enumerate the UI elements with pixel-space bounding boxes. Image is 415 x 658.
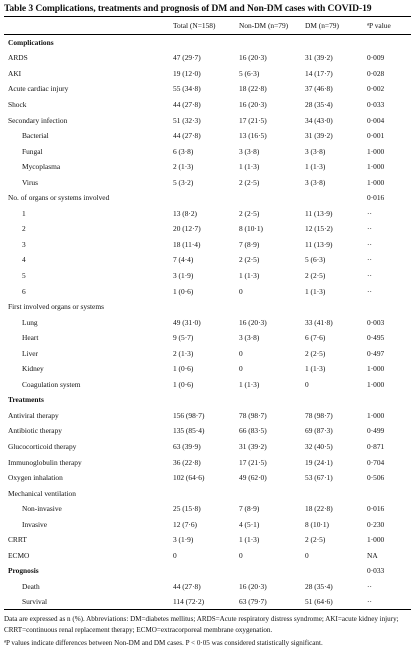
cell-p-value: 0·033 bbox=[367, 99, 385, 109]
cell-total: 12 (7·6) bbox=[173, 519, 198, 529]
table-row bbox=[4, 314, 411, 330]
row-label: 5 bbox=[22, 270, 26, 280]
table-row bbox=[4, 439, 411, 455]
cell-dm bbox=[303, 299, 365, 315]
cell-total: 156 (98·7) bbox=[173, 410, 205, 420]
cell-dm: 18 (22·8) bbox=[305, 504, 333, 514]
table-row bbox=[4, 252, 411, 268]
cell-dm: 53 (67·1) bbox=[305, 473, 333, 483]
cell-p-value: ·· bbox=[367, 239, 372, 249]
cell-non-dm: 17 (21·5) bbox=[239, 457, 267, 467]
cell-dm bbox=[303, 35, 365, 51]
cell-total: 44 (27·8) bbox=[173, 99, 201, 109]
cell-non-dm bbox=[237, 485, 303, 501]
table-row bbox=[4, 485, 411, 501]
cell-total bbox=[171, 563, 237, 579]
row-label: Prognosis bbox=[8, 566, 39, 576]
table-title: Table 3 Complications, treatments and prognosis of DM and Non-DM cases with COVID-19 bbox=[4, 3, 372, 14]
cell-total: 20 (12·7) bbox=[173, 224, 201, 234]
cell-p-value: 0·004 bbox=[367, 115, 385, 125]
row-label: Kidney bbox=[22, 364, 44, 374]
cell-total: 2 (1·3) bbox=[173, 348, 194, 358]
cell-p-value: 0·506 bbox=[367, 473, 385, 483]
cell-total: 51 (32·3) bbox=[173, 115, 201, 125]
cell-dm bbox=[303, 563, 365, 579]
cell-total: 13 (8·2) bbox=[173, 208, 198, 218]
row-label: Survival bbox=[22, 597, 48, 607]
cell-dm: 14 (17·7) bbox=[305, 68, 333, 78]
cell-dm: 51 (64·6) bbox=[305, 597, 333, 607]
cell-total bbox=[171, 485, 237, 501]
cell-dm: 69 (87·3) bbox=[305, 426, 333, 436]
cell-dm: 28 (35·4) bbox=[305, 581, 333, 591]
cell-dm: 32 (40·5) bbox=[305, 441, 333, 451]
cell-non-dm: 2 (2·5) bbox=[239, 177, 260, 187]
row-label: Invasive bbox=[22, 519, 48, 529]
row-label: Liver bbox=[22, 348, 39, 358]
cell-p-value: 1·000 bbox=[367, 162, 385, 172]
table-row bbox=[4, 548, 411, 564]
cell-non-dm: 17 (21·5) bbox=[239, 115, 267, 125]
row-label: AKI bbox=[8, 68, 22, 78]
table-row bbox=[4, 423, 411, 439]
table-row bbox=[4, 97, 411, 113]
cell-non-dm: 16 (20·3) bbox=[239, 99, 267, 109]
cell-dm: 2 (2·5) bbox=[305, 535, 326, 545]
cell-non-dm: 16 (20·3) bbox=[239, 581, 267, 591]
cell-total: 3 (1·9) bbox=[173, 535, 194, 545]
cell-non-dm: 2 (2·5) bbox=[239, 255, 260, 265]
footnote-p-value: ªP values indicate differences between Non-DM and DM cases. P < 0·05 was considered statistically significant. bbox=[4, 639, 323, 648]
cell-p-value bbox=[365, 392, 411, 408]
cell-non-dm: 7 (8·9) bbox=[239, 239, 260, 249]
table-row bbox=[4, 345, 411, 361]
cell-total: 3 (1·9) bbox=[173, 270, 194, 280]
row-label: 6 bbox=[22, 286, 26, 296]
cell-dm: 3 (3·8) bbox=[305, 146, 326, 156]
cell-non-dm: 0 bbox=[239, 348, 243, 358]
table-row bbox=[4, 408, 411, 424]
cell-dm: 0 bbox=[305, 379, 309, 389]
cell-dm: 1 (1·3) bbox=[305, 162, 326, 172]
row-label: Heart bbox=[22, 333, 39, 343]
cell-p-value: ·· bbox=[367, 597, 372, 607]
cell-dm: 33 (41·8) bbox=[305, 317, 333, 327]
cell-dm: 6 (7·6) bbox=[305, 333, 326, 343]
row-label: Complications bbox=[8, 38, 54, 48]
cell-p-value: 0·871 bbox=[367, 441, 385, 451]
cell-non-dm bbox=[237, 392, 303, 408]
cell-dm bbox=[303, 392, 365, 408]
cell-dm: 12 (15·2) bbox=[305, 224, 333, 234]
cell-dm: 11 (13·9) bbox=[305, 239, 333, 249]
cell-non-dm: 1 (1·3) bbox=[239, 162, 260, 172]
cell-non-dm: 1 (1·3) bbox=[239, 270, 260, 280]
cell-non-dm: 31 (39·2) bbox=[239, 441, 267, 451]
cell-p-value: ·· bbox=[367, 581, 372, 591]
row-label: Secondary infection bbox=[8, 115, 68, 125]
cell-non-dm: 1 (1·3) bbox=[239, 379, 260, 389]
cell-non-dm: 49 (62·0) bbox=[239, 473, 267, 483]
section-row bbox=[4, 563, 411, 579]
cell-total: 1 (0·6) bbox=[173, 286, 194, 296]
cell-non-dm: 7 (8·9) bbox=[239, 504, 260, 514]
cell-non-dm: 16 (20·3) bbox=[239, 317, 267, 327]
cell-dm: 8 (10·1) bbox=[305, 519, 330, 529]
cell-non-dm: 0 bbox=[239, 550, 243, 560]
table-row bbox=[4, 377, 411, 393]
row-label: 1 bbox=[22, 208, 26, 218]
cell-p-value: ·· bbox=[367, 270, 372, 280]
table-header bbox=[4, 17, 411, 35]
cell-total: 135 (85·4) bbox=[173, 426, 205, 436]
cell-non-dm: 13 (16·5) bbox=[239, 131, 267, 141]
cell-p-value: 0·028 bbox=[367, 68, 385, 78]
cell-p-value: 0·499 bbox=[367, 426, 385, 436]
cell-total: 0 bbox=[173, 550, 177, 560]
cell-total: 102 (64·6) bbox=[173, 473, 205, 483]
row-label: Oxygen inhalation bbox=[8, 473, 63, 483]
cell-total: 18 (11·4) bbox=[173, 239, 201, 249]
cell-total: 5 (3·2) bbox=[173, 177, 194, 187]
cell-total: 44 (27·8) bbox=[173, 131, 201, 141]
table-row bbox=[4, 579, 411, 595]
cell-p-value: ·· bbox=[367, 208, 372, 218]
table-row bbox=[4, 112, 411, 128]
footnote-abbreviations: Data are expressed as n (%). Abbreviations: DM=diabetes mellitus; ARDS=Acute respiratory distress syndrome; AKI=acute kidney injury; CRRT=continuous renal replacement therapy; ECMO=extracorporeal membrane oxygenation. bbox=[4, 615, 399, 634]
table-row bbox=[4, 143, 411, 159]
table-row bbox=[4, 128, 411, 144]
row-label: Coagulation system bbox=[22, 379, 81, 389]
row-label: 2 bbox=[22, 224, 26, 234]
table-row bbox=[4, 159, 411, 175]
cell-p-value: 0·003 bbox=[367, 317, 385, 327]
header-cell-dm: DM (n=79) bbox=[305, 21, 339, 30]
cell-total: 55 (34·8) bbox=[173, 84, 201, 94]
cell-total bbox=[171, 299, 237, 315]
row-label: Fungal bbox=[22, 146, 43, 156]
cell-dm: 28 (35·4) bbox=[305, 99, 333, 109]
row-label: First involved organs or systems bbox=[8, 302, 104, 312]
cell-total: 63 (39·9) bbox=[173, 441, 201, 451]
cell-total: 114 (72·2) bbox=[173, 597, 205, 607]
row-label: ARDS bbox=[8, 53, 28, 63]
cell-p-value: 1·000 bbox=[367, 379, 385, 389]
cell-dm bbox=[303, 485, 365, 501]
row-label: Bacterial bbox=[22, 131, 49, 141]
header-cell-total: Total (N=158) bbox=[173, 21, 216, 30]
table-row bbox=[4, 190, 411, 206]
cell-non-dm: 0 bbox=[239, 364, 243, 374]
cell-p-value: 0·009 bbox=[367, 53, 385, 63]
cell-non-dm: 78 (98·7) bbox=[239, 410, 267, 420]
table-notes bbox=[4, 610, 411, 649]
cell-non-dm: 66 (83·5) bbox=[239, 426, 267, 436]
cell-non-dm bbox=[237, 299, 303, 315]
section-row bbox=[4, 392, 411, 408]
cell-total: 36 (22·8) bbox=[173, 457, 201, 467]
cell-p-value: 1·000 bbox=[367, 146, 385, 156]
table-row bbox=[4, 221, 411, 237]
row-label: Virus bbox=[22, 177, 38, 187]
cell-non-dm: 63 (79·7) bbox=[239, 597, 267, 607]
cell-non-dm: 18 (22·8) bbox=[239, 84, 267, 94]
table-row bbox=[4, 268, 411, 284]
cell-non-dm bbox=[237, 563, 303, 579]
cell-total bbox=[171, 35, 237, 51]
cell-p-value: 0·497 bbox=[367, 348, 385, 358]
cell-p-value: ·· bbox=[367, 224, 372, 234]
cell-dm: 1 (1·3) bbox=[305, 364, 326, 374]
cell-p-value: ·· bbox=[367, 255, 372, 265]
table-row bbox=[4, 174, 411, 190]
table-body bbox=[4, 35, 411, 610]
table-row bbox=[4, 283, 411, 299]
cell-dm: 34 (43·0) bbox=[305, 115, 333, 125]
cell-non-dm bbox=[237, 35, 303, 51]
cell-p-value: 0·495 bbox=[367, 333, 385, 343]
cell-total: 25 (15·8) bbox=[173, 504, 201, 514]
row-label: Antiviral therapy bbox=[8, 410, 59, 420]
table-row bbox=[4, 206, 411, 222]
cell-non-dm bbox=[237, 190, 303, 206]
row-label: 3 bbox=[22, 239, 26, 249]
section-row bbox=[4, 35, 411, 51]
cell-non-dm: 0 bbox=[239, 286, 243, 296]
row-label: Acute cardiac injury bbox=[8, 84, 69, 94]
cell-total bbox=[171, 190, 237, 206]
cell-non-dm: 4 (5·1) bbox=[239, 519, 260, 529]
cell-non-dm: 3 (3·8) bbox=[239, 146, 260, 156]
cell-dm: 1 (1·3) bbox=[305, 286, 326, 296]
row-label: Immunoglobulin therapy bbox=[8, 457, 82, 467]
cell-p-value: 1·000 bbox=[367, 410, 385, 420]
table-row bbox=[4, 330, 411, 346]
cell-p-value: NA bbox=[367, 550, 378, 560]
header-cell-label bbox=[4, 17, 171, 35]
table-row bbox=[4, 237, 411, 253]
cell-dm: 0 bbox=[305, 550, 309, 560]
row-label: Antibiotic therapy bbox=[8, 426, 62, 436]
cell-dm: 37 (46·8) bbox=[305, 84, 333, 94]
cell-p-value: 0·230 bbox=[367, 519, 385, 529]
table-row bbox=[4, 516, 411, 532]
cell-total: 9 (5·7) bbox=[173, 333, 194, 343]
cell-dm: 5 (6·3) bbox=[305, 255, 326, 265]
table-row bbox=[4, 501, 411, 517]
cell-non-dm: 8 (10·1) bbox=[239, 224, 264, 234]
table-row bbox=[4, 594, 411, 610]
cell-p-value: 1·000 bbox=[367, 177, 385, 187]
table-row bbox=[4, 532, 411, 548]
cell-total: 1 (0·6) bbox=[173, 364, 194, 374]
row-label: CRRT bbox=[8, 535, 27, 545]
row-label: Death bbox=[22, 581, 40, 591]
cell-non-dm: 3 (3·8) bbox=[239, 333, 260, 343]
row-label: Mechanical ventilation bbox=[8, 488, 76, 498]
cell-total: 1 (0·6) bbox=[173, 379, 194, 389]
header-cell-p-value: ªP value bbox=[367, 21, 391, 30]
table-row bbox=[4, 299, 411, 315]
cell-total: 19 (12·0) bbox=[173, 68, 201, 78]
row-label: 4 bbox=[22, 255, 26, 265]
table-row bbox=[4, 81, 411, 97]
results-table bbox=[4, 16, 411, 610]
table-row bbox=[4, 454, 411, 470]
cell-p-value: 0·002 bbox=[367, 84, 385, 94]
cell-total: 44 (27·8) bbox=[173, 581, 201, 591]
cell-p-value: 1·000 bbox=[367, 535, 385, 545]
cell-total: 7 (4·4) bbox=[173, 255, 194, 265]
table-row bbox=[4, 470, 411, 486]
cell-p-value bbox=[365, 485, 411, 501]
cell-total: 49 (31·0) bbox=[173, 317, 201, 327]
row-label: Shock bbox=[8, 99, 27, 109]
cell-p-value: 0·001 bbox=[367, 131, 385, 141]
cell-p-value: 0·704 bbox=[367, 457, 385, 467]
header-row bbox=[4, 17, 411, 35]
row-label: Non-invasive bbox=[22, 504, 62, 514]
cell-p-value: 1·000 bbox=[367, 364, 385, 374]
cell-dm: 31 (39·2) bbox=[305, 53, 333, 63]
row-label: Lung bbox=[22, 317, 38, 327]
cell-non-dm: 2 (2·5) bbox=[239, 208, 260, 218]
row-label: Mycoplasma bbox=[22, 162, 61, 172]
table-row bbox=[4, 361, 411, 377]
cell-dm: 3 (3·8) bbox=[305, 177, 326, 187]
table-row bbox=[4, 50, 411, 66]
cell-p-value: 0·016 bbox=[367, 193, 385, 203]
cell-non-dm: 5 (6·3) bbox=[239, 68, 260, 78]
row-label: Glucocorticoid therapy bbox=[8, 441, 77, 451]
cell-dm: 19 (24·1) bbox=[305, 457, 333, 467]
cell-total: 2 (1·3) bbox=[173, 162, 194, 172]
row-label: Treatments bbox=[8, 395, 44, 405]
cell-p-value bbox=[365, 35, 411, 51]
table-row bbox=[4, 66, 411, 82]
cell-dm: 2 (2·5) bbox=[305, 270, 326, 280]
cell-dm bbox=[303, 190, 365, 206]
cell-total: 6 (3·8) bbox=[173, 146, 194, 156]
cell-dm: 2 (2·5) bbox=[305, 348, 326, 358]
cell-p-value: 0·016 bbox=[367, 504, 385, 514]
header-cell-non-dm: Non-DM (n=79) bbox=[239, 21, 289, 30]
cell-p-value: 0·033 bbox=[367, 566, 385, 576]
cell-dm: 31 (39·2) bbox=[305, 131, 333, 141]
row-label: No. of organs or systems involved bbox=[8, 193, 110, 203]
cell-p-value bbox=[365, 299, 411, 315]
cell-total bbox=[171, 392, 237, 408]
cell-non-dm: 1 (1·3) bbox=[239, 535, 260, 545]
cell-dm: 11 (13·9) bbox=[305, 208, 333, 218]
cell-p-value: ·· bbox=[367, 286, 372, 296]
cell-dm: 78 (98·7) bbox=[305, 410, 333, 420]
row-label: ECMO bbox=[8, 550, 30, 560]
cell-total: 47 (29·7) bbox=[173, 53, 201, 63]
cell-non-dm: 16 (20·3) bbox=[239, 53, 267, 63]
